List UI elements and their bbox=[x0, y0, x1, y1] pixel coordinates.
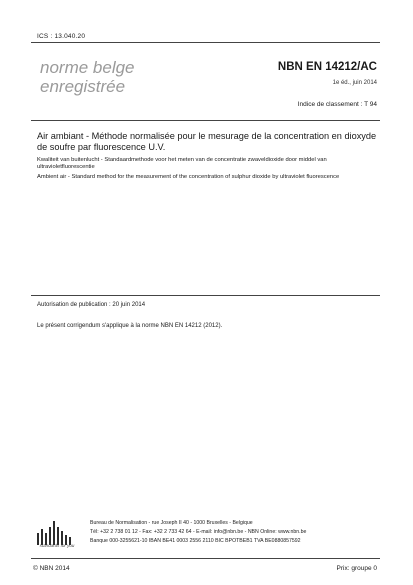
footer-divider bbox=[31, 558, 380, 559]
standard-number: NBN EN 14212/AC bbox=[277, 61, 377, 73]
brand-line-2: enregistrée bbox=[40, 77, 126, 96]
title-french: Air ambiant - Méthode normalisée pour le mesurage de la concentration en dioxyde de soufre par fluorescence U.V. bbox=[37, 131, 377, 152]
brand-line-1: norme belge bbox=[40, 58, 135, 77]
title-dutch: Kwaliteit van buitenlucht - Standaardmethode voor het meten van de concentratie zwaveldioxide door middel van ultravioletfluorescentie bbox=[37, 157, 327, 170]
publication-authorization: Autorisation de publication : 20 juin 2014 bbox=[37, 302, 146, 308]
edition-date: 1e éd., juin 2014 bbox=[332, 80, 377, 86]
ics-code: ICS : 13.040.20 bbox=[37, 33, 86, 40]
publication-divider bbox=[31, 295, 380, 296]
header-divider bbox=[31, 42, 380, 43]
classification-index: Indice de classement : T 94 bbox=[297, 101, 377, 108]
corrigendum-note: Le présent corrigendum s'applique à la norme NBN EN 14212 (2012). bbox=[37, 323, 223, 329]
address-line-1: Bureau de Normalisation - rue Joseph II 40 - 1000 Bruxelles - Belgique bbox=[90, 520, 253, 526]
title-divider bbox=[31, 120, 380, 121]
logo-caption: standards for you bbox=[39, 543, 75, 548]
address-line-2: Tél: +32 2 738 01 12 - Fax: +32 2 733 42 64 - E-mail: info@nbn.be - NBN Online: www.nbn.be bbox=[90, 529, 307, 535]
price-group: Prix: groupe 0 bbox=[336, 565, 377, 572]
nbn-logo bbox=[31, 515, 83, 555]
brand-title bbox=[40, 58, 135, 96]
title-english: Ambient air - Standard method for the measurement of the concentration of sulphur dioxide by ultraviolet fluorescence bbox=[37, 174, 340, 180]
copyright: © NBN 2014 bbox=[33, 565, 70, 572]
address-line-3: Banque 000-3255621-10 IBAN BE41 0003 2556 2110 BIC BPOTBEB1 TVA BE0880857592 bbox=[90, 538, 301, 544]
